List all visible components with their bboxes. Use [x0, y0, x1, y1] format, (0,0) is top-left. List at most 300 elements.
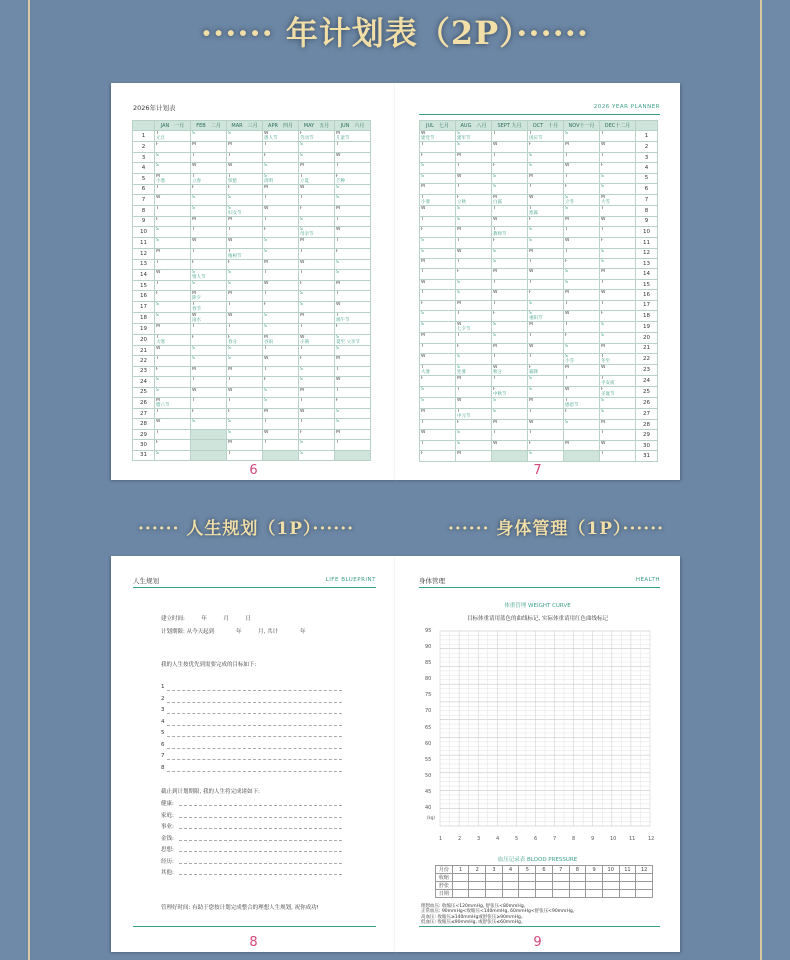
bp-entry-cell[interactable]: [619, 882, 636, 890]
day-cell[interactable]: [456, 173, 492, 183]
day-cell[interactable]: [564, 398, 600, 409]
day-cell[interactable]: [420, 227, 456, 238]
day-cell[interactable]: [456, 322, 492, 333]
day-cell[interactable]: [335, 334, 371, 345]
day-cell[interactable]: [155, 227, 191, 238]
day-cell[interactable]: [299, 152, 335, 162]
day-cell[interactable]: [335, 429, 371, 439]
day-cell[interactable]: [299, 142, 335, 152]
day-cell[interactable]: [299, 409, 335, 419]
day-cell[interactable]: [420, 205, 456, 216]
day-cell[interactable]: [299, 387, 335, 397]
day-cell[interactable]: [227, 280, 263, 290]
day-cell[interactable]: [492, 248, 528, 258]
day-cell[interactable]: [191, 377, 227, 387]
day-cell[interactable]: [191, 205, 227, 216]
day-cell[interactable]: [263, 216, 299, 226]
bp-entry-cell[interactable]: [586, 882, 603, 890]
day-cell[interactable]: [600, 238, 636, 248]
day-cell[interactable]: [335, 356, 371, 366]
day-cell[interactable]: [191, 313, 227, 324]
goal-write-line[interactable]: [167, 725, 342, 726]
day-cell[interactable]: [492, 227, 528, 238]
day-cell[interactable]: [299, 377, 335, 387]
day-cell[interactable]: [456, 387, 492, 398]
day-cell[interactable]: [263, 356, 299, 366]
day-cell[interactable]: [263, 195, 299, 205]
day-cell[interactable]: [155, 173, 191, 184]
day-cell[interactable]: [492, 409, 528, 420]
category-write-line[interactable]: [179, 863, 342, 864]
day-cell[interactable]: [456, 440, 492, 450]
day-cell[interactable]: [299, 366, 335, 376]
day-cell[interactable]: [263, 313, 299, 324]
day-cell[interactable]: [456, 333, 492, 343]
day-cell[interactable]: [492, 269, 528, 279]
day-cell[interactable]: [155, 269, 191, 280]
day-cell[interactable]: [420, 290, 456, 300]
goal-write-line[interactable]: [167, 771, 342, 772]
bp-entry-cell[interactable]: [486, 890, 503, 898]
day-cell[interactable]: [420, 194, 456, 205]
day-cell[interactable]: [420, 354, 456, 365]
day-cell[interactable]: [227, 152, 263, 162]
day-cell[interactable]: [191, 259, 227, 269]
day-cell[interactable]: [227, 259, 263, 269]
day-cell[interactable]: [227, 216, 263, 226]
day-cell[interactable]: [155, 398, 191, 409]
day-cell[interactable]: [420, 322, 456, 333]
day-cell[interactable]: [335, 280, 371, 290]
day-cell[interactable]: [263, 131, 299, 142]
day-cell[interactable]: [456, 279, 492, 289]
day-cell[interactable]: [600, 343, 636, 353]
day-cell[interactable]: [155, 152, 191, 162]
day-cell[interactable]: [492, 238, 528, 248]
day-cell[interactable]: [191, 195, 227, 205]
goal-write-line[interactable]: [167, 702, 342, 703]
day-cell[interactable]: [600, 131, 636, 142]
day-cell[interactable]: [299, 248, 335, 259]
day-cell[interactable]: [191, 324, 227, 334]
day-cell[interactable]: [528, 354, 564, 365]
day-cell[interactable]: [299, 280, 335, 290]
day-cell[interactable]: [155, 429, 191, 439]
day-cell[interactable]: [191, 280, 227, 290]
day-cell[interactable]: [335, 131, 371, 142]
day-cell[interactable]: [263, 409, 299, 419]
day-cell[interactable]: [191, 409, 227, 419]
day-cell[interactable]: [456, 131, 492, 142]
day-cell[interactable]: [263, 173, 299, 184]
day-cell[interactable]: [528, 279, 564, 289]
day-cell[interactable]: [299, 227, 335, 238]
day-cell[interactable]: [456, 238, 492, 248]
day-cell[interactable]: [456, 451, 492, 461]
day-cell[interactable]: [299, 195, 335, 205]
day-cell[interactable]: [299, 345, 335, 355]
day-cell[interactable]: [528, 269, 564, 279]
day-cell[interactable]: [528, 152, 564, 162]
day-cell[interactable]: [528, 322, 564, 333]
day-cell[interactable]: [227, 419, 263, 429]
day-cell[interactable]: [456, 311, 492, 322]
day-cell[interactable]: [564, 343, 600, 353]
day-cell[interactable]: [528, 258, 564, 268]
day-cell[interactable]: [191, 345, 227, 355]
day-cell[interactable]: [456, 398, 492, 409]
day-cell[interactable]: [227, 227, 263, 238]
day-cell[interactable]: [263, 419, 299, 429]
day-cell[interactable]: [191, 163, 227, 173]
day-cell[interactable]: [227, 324, 263, 334]
day-cell[interactable]: [335, 324, 371, 334]
day-cell[interactable]: [191, 269, 227, 280]
day-cell[interactable]: [600, 163, 636, 173]
day-cell[interactable]: [155, 324, 191, 334]
day-cell[interactable]: [528, 248, 564, 258]
day-cell[interactable]: [564, 152, 600, 162]
day-cell[interactable]: [420, 451, 456, 461]
day-cell[interactable]: [227, 248, 263, 259]
day-cell[interactable]: [335, 450, 371, 460]
bp-entry-cell[interactable]: [536, 882, 553, 890]
day-cell[interactable]: [420, 387, 456, 398]
bp-entry-cell[interactable]: [636, 874, 653, 882]
day-cell[interactable]: [528, 227, 564, 238]
day-cell[interactable]: [528, 430, 564, 440]
day-cell[interactable]: [564, 409, 600, 420]
day-cell[interactable]: [155, 450, 191, 460]
day-cell[interactable]: [420, 279, 456, 289]
day-cell[interactable]: [420, 173, 456, 183]
day-cell[interactable]: [564, 238, 600, 248]
day-cell[interactable]: [191, 356, 227, 366]
day-cell[interactable]: [335, 291, 371, 302]
day-cell[interactable]: [564, 142, 600, 152]
day-cell[interactable]: [528, 238, 564, 248]
day-cell[interactable]: [299, 259, 335, 269]
day-cell[interactable]: [191, 387, 227, 397]
day-cell[interactable]: [155, 280, 191, 290]
day-cell[interactable]: [335, 205, 371, 216]
day-cell[interactable]: [263, 163, 299, 173]
bp-entry-cell[interactable]: [469, 874, 486, 882]
day-cell[interactable]: [299, 173, 335, 184]
day-cell[interactable]: [155, 334, 191, 345]
day-cell[interactable]: [191, 227, 227, 238]
day-cell[interactable]: [299, 450, 335, 460]
day-cell[interactable]: [420, 430, 456, 440]
bp-entry-cell[interactable]: [502, 874, 519, 882]
day-cell[interactable]: [263, 334, 299, 345]
day-cell[interactable]: [456, 420, 492, 430]
day-cell[interactable]: [191, 238, 227, 248]
day-cell[interactable]: [456, 290, 492, 300]
day-cell[interactable]: [227, 163, 263, 173]
day-cell[interactable]: [420, 248, 456, 258]
day-cell[interactable]: [600, 258, 636, 268]
day-cell[interactable]: [492, 440, 528, 450]
day-cell[interactable]: [492, 376, 528, 387]
day-cell[interactable]: [335, 152, 371, 162]
day-cell[interactable]: [155, 259, 191, 269]
bp-entry-cell[interactable]: [452, 890, 469, 898]
day-cell[interactable]: [227, 195, 263, 205]
day-cell[interactable]: [335, 313, 371, 324]
day-cell[interactable]: [227, 450, 263, 460]
day-cell[interactable]: [191, 142, 227, 152]
day-cell[interactable]: [564, 194, 600, 205]
day-cell[interactable]: [227, 313, 263, 324]
bp-entry-cell[interactable]: [602, 882, 619, 890]
day-cell[interactable]: [263, 366, 299, 376]
bp-entry-cell[interactable]: [469, 890, 486, 898]
day-cell[interactable]: [263, 280, 299, 290]
day-cell[interactable]: [456, 365, 492, 376]
day-cell[interactable]: [155, 248, 191, 259]
day-cell[interactable]: [600, 216, 636, 226]
bp-entry-cell[interactable]: [569, 874, 586, 882]
day-cell[interactable]: [492, 152, 528, 162]
day-cell[interactable]: [155, 184, 191, 194]
day-cell[interactable]: [564, 248, 600, 258]
day-cell[interactable]: [263, 324, 299, 334]
day-cell[interactable]: [492, 354, 528, 365]
day-cell[interactable]: [600, 398, 636, 409]
bp-entry-cell[interactable]: [469, 882, 486, 890]
day-cell[interactable]: [564, 163, 600, 173]
day-cell[interactable]: [492, 300, 528, 310]
day-cell[interactable]: [299, 440, 335, 450]
goal-write-line[interactable]: [167, 713, 342, 714]
day-cell[interactable]: [227, 173, 263, 184]
day-cell[interactable]: [600, 205, 636, 216]
day-cell[interactable]: [299, 238, 335, 248]
day-cell[interactable]: [492, 387, 528, 398]
day-cell[interactable]: [420, 376, 456, 387]
day-cell[interactable]: [191, 398, 227, 409]
day-cell[interactable]: [492, 279, 528, 289]
day-cell[interactable]: [564, 131, 600, 142]
day-cell[interactable]: [528, 194, 564, 205]
day-cell[interactable]: [600, 300, 636, 310]
day-cell[interactable]: [191, 152, 227, 162]
day-cell[interactable]: [564, 269, 600, 279]
day-cell[interactable]: [420, 333, 456, 343]
category-write-line[interactable]: [179, 805, 342, 806]
day-cell[interactable]: [528, 184, 564, 194]
day-cell[interactable]: [420, 184, 456, 194]
day-cell[interactable]: [227, 238, 263, 248]
day-cell[interactable]: [335, 377, 371, 387]
day-cell[interactable]: [420, 300, 456, 310]
bp-entry-cell[interactable]: [502, 890, 519, 898]
day-cell[interactable]: [263, 205, 299, 216]
day-cell[interactable]: [564, 311, 600, 322]
bp-entry-cell[interactable]: [519, 890, 536, 898]
day-cell[interactable]: [155, 302, 191, 313]
day-cell[interactable]: [600, 430, 636, 440]
day-cell[interactable]: [528, 440, 564, 450]
day-cell[interactable]: [335, 269, 371, 280]
day-cell[interactable]: [263, 429, 299, 439]
day-cell[interactable]: [155, 205, 191, 216]
day-cell[interactable]: [528, 398, 564, 409]
day-cell[interactable]: [191, 440, 227, 450]
day-cell[interactable]: [456, 354, 492, 365]
day-cell[interactable]: [263, 269, 299, 280]
bp-entry-cell[interactable]: [552, 874, 569, 882]
day-cell[interactable]: [227, 387, 263, 397]
day-cell[interactable]: [528, 290, 564, 300]
day-cell[interactable]: [263, 398, 299, 409]
bp-entry-cell[interactable]: [636, 882, 653, 890]
day-cell[interactable]: [528, 387, 564, 398]
day-cell[interactable]: [528, 205, 564, 216]
bp-entry-cell[interactable]: [552, 890, 569, 898]
day-cell[interactable]: [420, 409, 456, 420]
day-cell[interactable]: [456, 163, 492, 173]
day-cell[interactable]: [420, 163, 456, 173]
day-cell[interactable]: [299, 216, 335, 226]
day-cell[interactable]: [263, 184, 299, 194]
day-cell[interactable]: [263, 440, 299, 450]
bp-entry-cell[interactable]: [519, 874, 536, 882]
day-cell[interactable]: [492, 131, 528, 142]
day-cell[interactable]: [335, 440, 371, 450]
bp-entry-cell[interactable]: [452, 874, 469, 882]
day-cell[interactable]: [492, 451, 528, 461]
bp-entry-cell[interactable]: [552, 882, 569, 890]
day-cell[interactable]: [155, 345, 191, 355]
day-cell[interactable]: [564, 420, 600, 430]
day-cell[interactable]: [335, 345, 371, 355]
day-cell[interactable]: [456, 194, 492, 205]
day-cell[interactable]: [564, 216, 600, 226]
day-cell[interactable]: [420, 440, 456, 450]
bp-entry-cell[interactable]: [586, 890, 603, 898]
day-cell[interactable]: [564, 184, 600, 194]
day-cell[interactable]: [299, 302, 335, 313]
goal-write-line[interactable]: [167, 759, 342, 760]
day-cell[interactable]: [227, 440, 263, 450]
day-cell[interactable]: [263, 238, 299, 248]
day-cell[interactable]: [420, 152, 456, 162]
bp-entry-cell[interactable]: [536, 874, 553, 882]
day-cell[interactable]: [600, 248, 636, 258]
day-cell[interactable]: [456, 409, 492, 420]
goal-write-line[interactable]: [167, 690, 342, 691]
day-cell[interactable]: [600, 269, 636, 279]
day-cell[interactable]: [335, 419, 371, 429]
day-cell[interactable]: [155, 291, 191, 302]
day-cell[interactable]: [456, 216, 492, 226]
day-cell[interactable]: [528, 131, 564, 142]
day-cell[interactable]: [492, 184, 528, 194]
day-cell[interactable]: [528, 343, 564, 353]
day-cell[interactable]: [600, 142, 636, 152]
day-cell[interactable]: [564, 279, 600, 289]
day-cell[interactable]: [191, 450, 227, 460]
category-write-line[interactable]: [179, 874, 342, 875]
bp-entry-cell[interactable]: [602, 890, 619, 898]
day-cell[interactable]: [299, 163, 335, 173]
day-cell[interactable]: [564, 365, 600, 376]
bp-entry-cell[interactable]: [519, 882, 536, 890]
day-cell[interactable]: [564, 376, 600, 387]
goal-write-line[interactable]: [167, 748, 342, 749]
day-cell[interactable]: [456, 227, 492, 238]
bp-entry-cell[interactable]: [619, 890, 636, 898]
day-cell[interactable]: [420, 258, 456, 268]
day-cell[interactable]: [263, 227, 299, 238]
day-cell[interactable]: [492, 194, 528, 205]
day-cell[interactable]: [263, 387, 299, 397]
day-cell[interactable]: [456, 152, 492, 162]
day-cell[interactable]: [191, 429, 227, 439]
day-cell[interactable]: [335, 238, 371, 248]
day-cell[interactable]: [299, 313, 335, 324]
day-cell[interactable]: [492, 258, 528, 268]
day-cell[interactable]: [227, 356, 263, 366]
day-cell[interactable]: [299, 184, 335, 194]
day-cell[interactable]: [600, 376, 636, 387]
day-cell[interactable]: [600, 173, 636, 183]
day-cell[interactable]: [263, 302, 299, 313]
day-cell[interactable]: [155, 409, 191, 419]
day-cell[interactable]: [456, 142, 492, 152]
day-cell[interactable]: [420, 398, 456, 409]
day-cell[interactable]: [191, 173, 227, 184]
day-cell[interactable]: [564, 333, 600, 343]
day-cell[interactable]: [564, 440, 600, 450]
day-cell[interactable]: [528, 300, 564, 310]
day-cell[interactable]: [528, 163, 564, 173]
bp-entry-cell[interactable]: [619, 874, 636, 882]
day-cell[interactable]: [155, 131, 191, 142]
day-cell[interactable]: [528, 451, 564, 461]
day-cell[interactable]: [492, 333, 528, 343]
day-cell[interactable]: [191, 366, 227, 376]
day-cell[interactable]: [263, 248, 299, 259]
day-cell[interactable]: [492, 365, 528, 376]
day-cell[interactable]: [564, 227, 600, 238]
day-cell[interactable]: [155, 419, 191, 429]
day-cell[interactable]: [420, 238, 456, 248]
day-cell[interactable]: [335, 398, 371, 409]
day-cell[interactable]: [299, 356, 335, 366]
day-cell[interactable]: [227, 142, 263, 152]
day-cell[interactable]: [335, 173, 371, 184]
day-cell[interactable]: [299, 269, 335, 280]
day-cell[interactable]: [420, 343, 456, 353]
day-cell[interactable]: [227, 291, 263, 302]
day-cell[interactable]: [155, 387, 191, 397]
day-cell[interactable]: [191, 216, 227, 226]
day-cell[interactable]: [227, 398, 263, 409]
day-cell[interactable]: [299, 131, 335, 142]
day-cell[interactable]: [492, 142, 528, 152]
day-cell[interactable]: [420, 420, 456, 430]
bp-entry-cell[interactable]: [569, 890, 586, 898]
day-cell[interactable]: [564, 451, 600, 461]
day-cell[interactable]: [191, 248, 227, 259]
bp-entry-cell[interactable]: [569, 882, 586, 890]
day-cell[interactable]: [155, 356, 191, 366]
day-cell[interactable]: [456, 343, 492, 353]
day-cell[interactable]: [155, 440, 191, 450]
